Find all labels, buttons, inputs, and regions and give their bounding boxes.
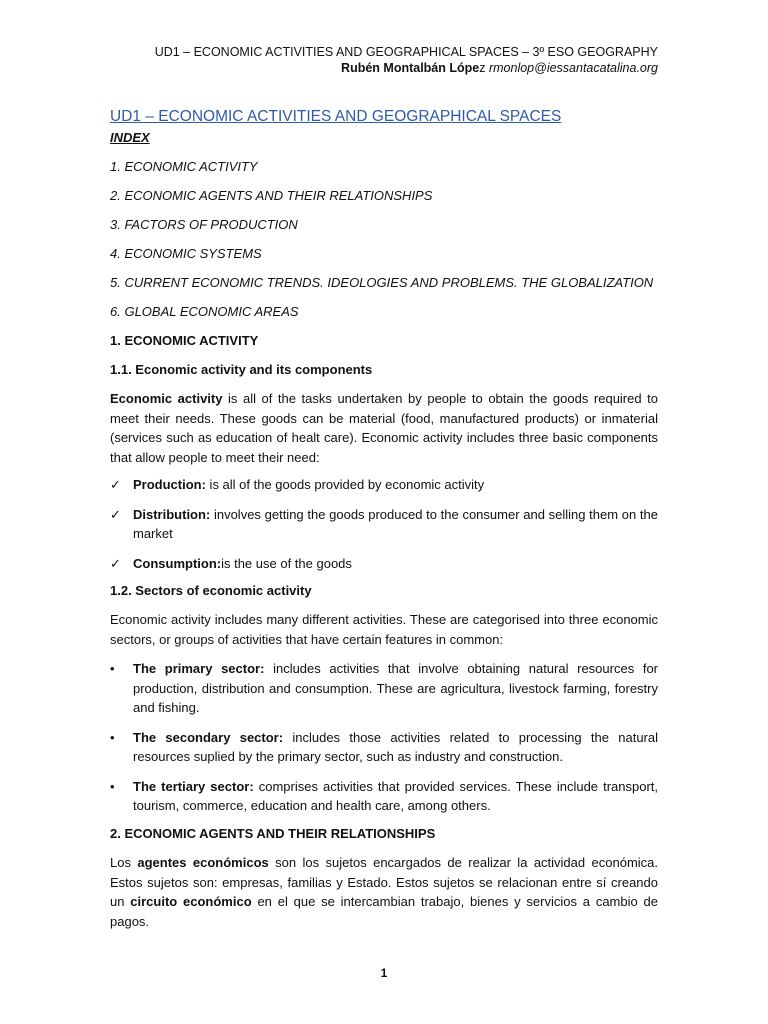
- list-item: • The primary sector: includes activities that involve obtaining natural resources for production, distribution and consumption. These are agricultura, livestock farming, forestry and fishing.: [110, 661, 659, 715]
- section-1-1-heading: 1.1. Economic activity and its components: [110, 362, 373, 377]
- list-item: ✓ Consumption:is the use of the goods: [110, 554, 658, 574]
- checkmark-icon: ✓: [110, 555, 121, 571]
- index-list: [110, 158, 653, 332]
- list-item: • The tertiary sector: comprises activities that provided services. These include transport, tourism, commerce, education and health care, among others.: [110, 778, 659, 813]
- page-header: [155, 44, 658, 76]
- header-author-line: [155, 60, 658, 76]
- checkmark-icon: ✓: [110, 506, 121, 522]
- term-agentes-economicos: agentes económicos: [137, 855, 269, 870]
- term-circuito-economico: circuito económico: [130, 894, 252, 909]
- components-list: [110, 475, 658, 573]
- list-item: ✓ Distribution: involves getting the goods produced to the consumer and selling them on the market: [110, 506, 658, 541]
- section-1-2-heading: 1.2. Sectors of economic activity: [110, 583, 312, 598]
- header-author: Rubén Montalbán Lópe: [341, 61, 480, 75]
- sectors-list: [110, 659, 658, 816]
- document-page: [110, 0, 658, 1024]
- index-item: 6. GLOBAL ECONOMIC AREAS: [110, 304, 299, 319]
- bullet-icon: •: [110, 729, 115, 745]
- index-item: 3. FACTORS OF PRODUCTION: [110, 217, 298, 232]
- list-item: • The secondary sector: includes those activities related to processing the natural resources suplied by the primary sector, such as industry and construction.: [110, 729, 658, 764]
- index-item: 4. ECONOMIC SYSTEMS: [110, 246, 262, 261]
- bullet-icon: •: [110, 778, 115, 794]
- document-title: UD1 – ECONOMIC ACTIVITIES AND GEOGRAPHICAL SPACES: [110, 108, 562, 125]
- bullet-icon: •: [110, 661, 115, 676]
- index-item: 2. ECONOMIC AGENTS AND THEIR RELATIONSHIPS: [110, 188, 433, 203]
- term-economic-activity: Economic activity: [110, 391, 223, 406]
- index-item: 5. CURRENT ECONOMIC TRENDS. IDEOLOGIES AND PROBLEMS. THE GLOBALIZATION: [110, 275, 654, 290]
- index-item: 1. ECONOMIC ACTIVITY: [110, 159, 258, 174]
- page-number: 1: [380, 966, 388, 980]
- header-author-tail: z: [479, 61, 486, 75]
- economic-activity-paragraph: Economic activity is all of the tasks undertaken by people to obtain the goods required to meet their needs. These goods can be material (food, manufactured products) or inmaterial (services such as education of healt care). Economic activity includes three basic components that allow people to meet their need:: [110, 391, 658, 465]
- section-2-heading: 2. ECONOMIC AGENTS AND THEIR RELATIONSHIPS: [110, 826, 436, 841]
- sectors-intro-paragraph: Economic activity includes many different activities. These are categorised into three economic sectors, or groups of activities that have certain features in common:: [110, 612, 658, 647]
- header-email: rmonlop@iessantacatalina.org: [488, 61, 658, 75]
- index-heading: INDEX: [110, 130, 150, 145]
- list-item: ✓ Production: is all of the goods provided by economic activity: [110, 475, 658, 495]
- economic-agents-paragraph: Los agentes económicos son los sujetos encargados de realizar la actividad económica. Estos sujetos son: empresas, familias y Estado. Estos sujetos se relacionan entre sí creando un circuito económico en el que se intercambian trabajo, bienes y servicios a cambio de pagos.: [110, 855, 658, 929]
- checkmark-icon: ✓: [110, 477, 121, 492]
- section-1-heading: 1. ECONOMIC ACTIVITY: [110, 333, 259, 348]
- header-course-line: UD1 – ECONOMIC ACTIVITIES AND GEOGRAPHICAL SPACES – 3º ESO GEOGRAPHY: [154, 45, 658, 59]
